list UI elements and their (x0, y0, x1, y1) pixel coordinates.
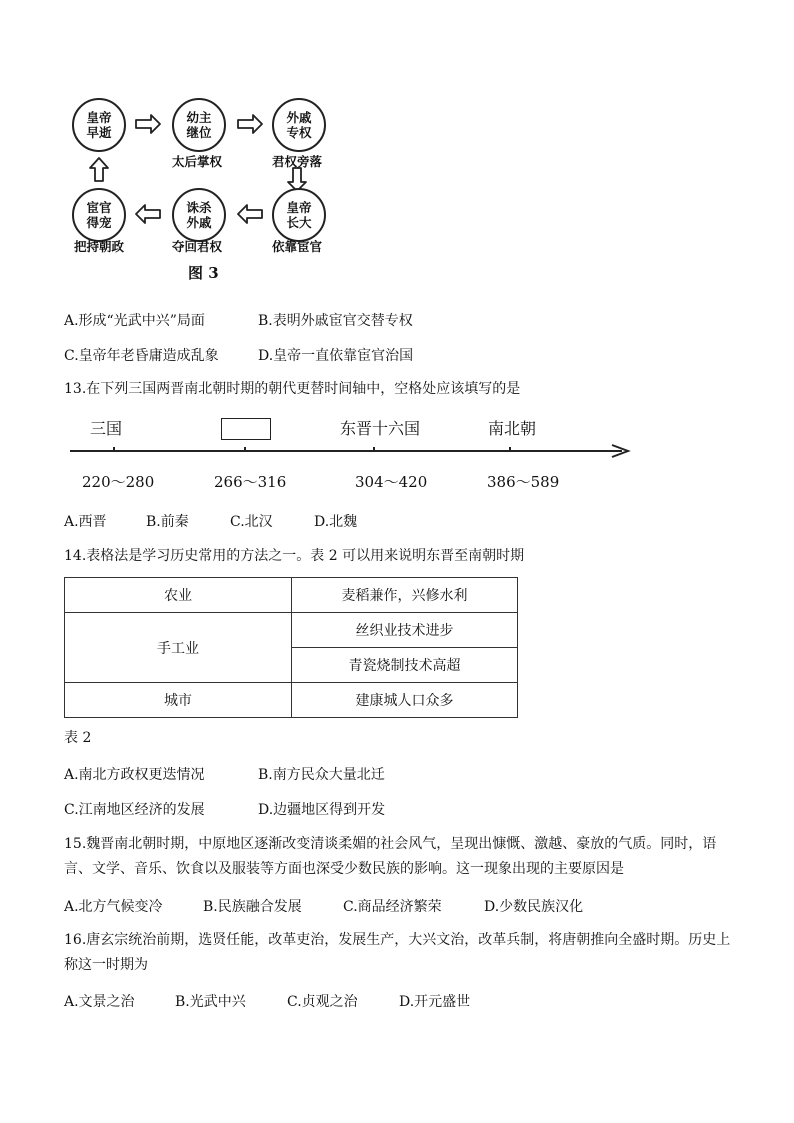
q12-option-d[interactable]: D.皇帝一直依靠宦官治国 (258, 348, 414, 364)
q14-option-a[interactable]: A.南北方政权更迭情况 (64, 767, 205, 783)
timeline-year: 304～420 (355, 473, 428, 491)
arrow-up (90, 158, 108, 181)
q16-option-d[interactable]: D.开元盛世 (399, 994, 471, 1010)
node-text: 皇帝 (86, 110, 112, 125)
node-text: 外戚 (186, 215, 212, 230)
node-text: 幼主 (186, 110, 212, 125)
q14-option-d[interactable]: D.边疆地区得到开发 (258, 802, 386, 818)
q15-option-a[interactable]: A.北方气候变冷 (64, 899, 163, 915)
table-caption: 表 2 (64, 730, 92, 746)
node-young-ruler (172, 98, 226, 152)
node-emperor-early-death (72, 98, 126, 152)
table-row (65, 683, 518, 718)
node-kill-consort (172, 188, 226, 242)
node-caption: 夺回君权 (171, 239, 222, 254)
table-2 (64, 577, 518, 718)
figure-3-arrows (0, 0, 794, 300)
q13-option-a[interactable]: A.西晋 (64, 514, 107, 530)
q16-stem-line-2: 称这一时期为 (64, 957, 148, 973)
node-text: 继位 (186, 125, 212, 140)
table-cell-item: 建康城人口众多 (292, 683, 518, 718)
table-cell-category: 手工业 (65, 613, 292, 683)
node-text: 专权 (286, 125, 312, 140)
q12-option-b[interactable]: B.表明外戚宦官交替专权 (258, 313, 413, 329)
timeline-blank-box (221, 418, 271, 440)
node-text: 皇帝 (286, 200, 312, 215)
q16-stem-line-1: 16.唐玄宗统治前期，选贤任能，改革吏治，发展生产，大兴文治，改革兵制，将唐朝推向全盛时期。历史上 (64, 932, 731, 948)
node-text: 长大 (286, 215, 312, 230)
timeline-year: 386～589 (487, 473, 560, 491)
q13-option-c[interactable]: C.北汉 (230, 514, 273, 530)
node-text: 外戚 (286, 110, 312, 125)
q16-option-c[interactable]: C.贞观之治 (287, 994, 358, 1010)
table-row (65, 578, 518, 613)
q15-option-b[interactable]: B.民族融合发展 (203, 899, 302, 915)
table-cell-item: 丝织业技术进步 (292, 613, 518, 648)
node-eunuch-favored (72, 188, 126, 242)
q12-option-a[interactable]: A.形成“光武中兴”局面 (64, 313, 205, 329)
q15-stem-line-1: 15.魏晋南北朝时期，中原地区逐渐改变清谈柔媚的社会风气，呈现出慷慨、激越、豪放的气质。同时，语 (64, 836, 717, 852)
arrow-right-2 (238, 115, 262, 133)
q16-option-a[interactable]: A.文景之治 (64, 994, 135, 1010)
node-caption: 把持朝政 (73, 239, 124, 254)
q13-stem: 13.在下列三国两晋南北朝时期的朝代更替时间轴中，空格处应该填写的是 (64, 381, 521, 397)
node-text: 早逝 (86, 125, 112, 140)
q14-stem: 14.表格法是学习历史常用的方法之一。表 2 可以用来说明东晋至南朝时期 (64, 548, 525, 564)
q15-stem-line-2: 言、文学、音乐、饮食以及服装等方面也深受少数民族的影响。这一现象出现的主要原因是 (64, 861, 624, 877)
table-cell-category: 农业 (65, 578, 292, 613)
q12-option-c[interactable]: C.皇帝年老昏庸造成乱象 (64, 348, 219, 364)
q15-option-d[interactable]: D.少数民族汉化 (484, 899, 584, 915)
q13-option-d[interactable]: D.北魏 (314, 514, 358, 530)
node-text: 诛杀 (186, 200, 212, 215)
timeline-year: 266～316 (214, 473, 287, 491)
q14-option-c[interactable]: C.江南地区经济的发展 (64, 802, 205, 818)
node-emperor-grown (272, 188, 326, 242)
figure-label: 图 3 (188, 264, 219, 282)
q14-option-b[interactable]: B.南方民众大量北迁 (258, 767, 385, 783)
timeline-label-dongjin: 东晋十六国 (340, 419, 421, 438)
arrow-left-1 (238, 205, 262, 223)
q15-option-c[interactable]: C.商品经济繁荣 (343, 899, 442, 915)
arrow-left-2 (136, 205, 160, 223)
timeline-label-sanguo: 三国 (90, 419, 123, 438)
table-cell-item: 麦稻兼作，兴修水利 (292, 578, 518, 613)
node-caption: 依靠宦官 (271, 239, 322, 254)
table-cell-category: 城市 (65, 683, 292, 718)
table-row (65, 613, 518, 648)
node-text: 得宠 (86, 215, 112, 230)
arrow-right-1 (136, 115, 160, 133)
node-text: 宦官 (86, 200, 112, 215)
table-cell-item: 青瓷烧制技术高超 (292, 648, 518, 683)
q13-option-b[interactable]: B.前秦 (146, 514, 189, 530)
node-caption: 太后掌权 (171, 154, 222, 169)
node-consort-power (272, 98, 326, 152)
q16-option-b[interactable]: B.光武中兴 (175, 994, 246, 1010)
timeline-year: 220～280 (82, 473, 155, 491)
timeline-axis (0, 440, 794, 460)
node-caption: 君权旁落 (271, 154, 322, 169)
timeline-label-nanbeichao: 南北朝 (488, 419, 537, 438)
